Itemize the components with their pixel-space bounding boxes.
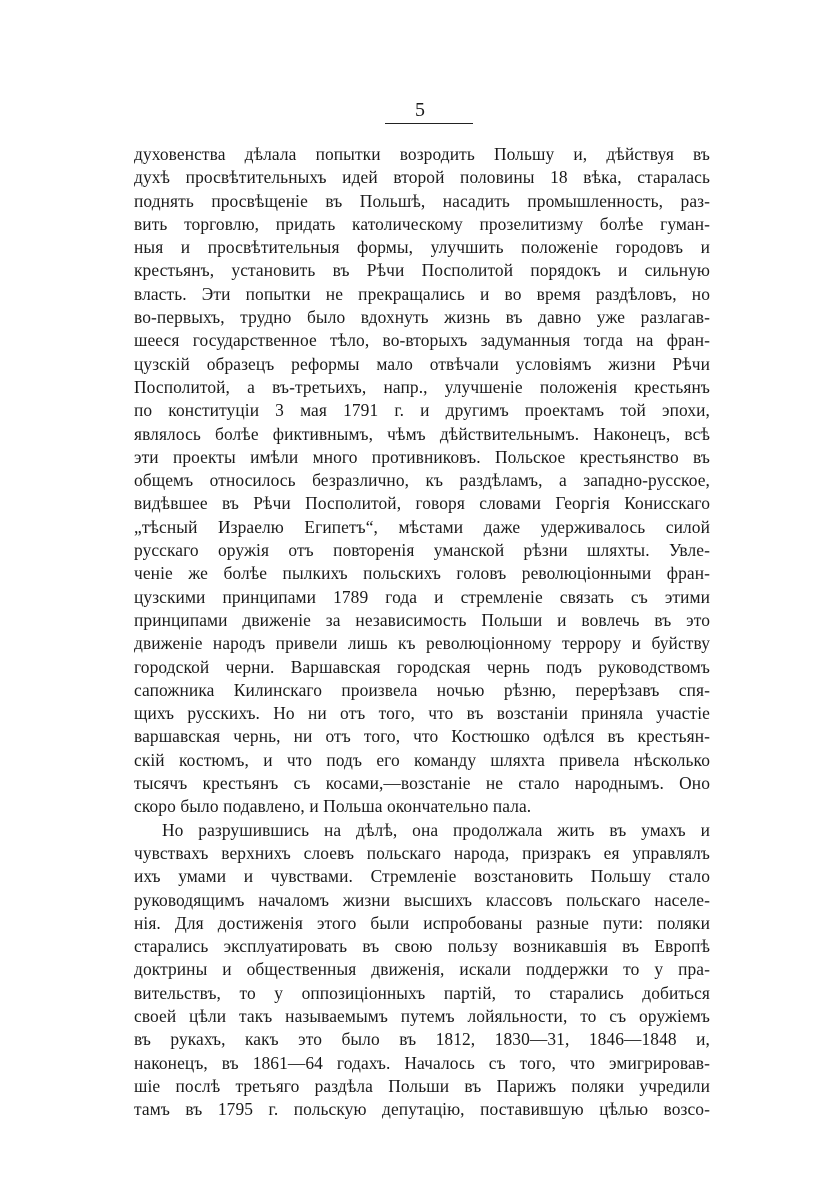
text-line: въ рукахъ, какъ это было въ 1812, 1830—31, 1846—1848 и, xyxy=(134,1029,710,1050)
text-line: цузскiй образецъ реформы мало отвѣчали условiямъ жизни Рѣчи xyxy=(134,353,710,374)
text-line: руководящимъ началомъ жизни высшихъ классовъ польскаго населе- xyxy=(134,889,710,910)
paragraph-1 xyxy=(134,143,710,819)
page-number-rule xyxy=(385,123,473,124)
page-number: 5 xyxy=(415,99,425,121)
text-line: нiя. Для достиженiя этого были испробованы разные пути: поляки xyxy=(134,912,710,933)
text-line: цузскими принципами 1789 года и стремленiе связать съ этими xyxy=(134,586,710,607)
text-line: принципами движенiе за независимость Польши и вовлечь въ это xyxy=(134,609,710,630)
text-line: являлось болѣе фиктивнымъ, чѣмъ дѣйствительнымъ. Наконецъ, всѣ xyxy=(134,423,710,444)
text-line: по конституцiи 3 мая 1791 г. и другимъ проектамъ той эпохи, xyxy=(134,400,710,421)
text-line: „тѣсный Израелю Египетъ“, мѣстами даже удерживалось силой xyxy=(134,516,710,537)
text-line: ихъ умами и чувствами. Стремленiе возстановить Польшу стало xyxy=(134,866,710,887)
text-line: шееся государственное тѣло, во-вторыхъ задуманныя тогда на фран- xyxy=(134,330,710,351)
text-line: Посполитой, а въ-третьихъ, напр., улучшенiе положенiя крестьянъ xyxy=(134,376,710,397)
text-line: Но разрушившись на дѣлѣ, она продолжала жить въ умахъ и xyxy=(162,819,710,840)
text-line: чувствахъ верхнихъ слоевъ польскаго народа, призракъ ея управлялъ xyxy=(134,842,710,863)
paragraph-2 xyxy=(134,819,710,1122)
text-line: движенiе народъ привели лишь къ революцiонному террору и буйству xyxy=(134,633,710,654)
body-text xyxy=(134,143,710,1121)
text-line: скiй костюмъ, и что подъ его команду шляхта привела нѣсколько xyxy=(134,749,710,770)
text-line: шiе послѣ третьяго раздѣла Польши въ Парижъ поляки учредили xyxy=(134,1075,710,1096)
text-line: крестьянъ, установить въ Рѣчи Посполитой порядокъ и сильную xyxy=(134,260,710,281)
text-line: тамъ въ 1795 г. польскую депутацiю, поставившую цѣлью возсо- xyxy=(134,1099,710,1120)
text-line: духѣ просвѣтительныхъ идей второй половины 18 вѣка, старалась xyxy=(134,167,710,188)
text-line: во-первыхъ, трудно было вдохнуть жизнь въ давно уже разлагав- xyxy=(134,307,710,328)
text-line: вить торговлю, придать католическому прозелитизму болѣе гуман- xyxy=(134,213,710,234)
text-line: духовенства дѣлала попытки возродить Польшу и, дѣйствуя въ xyxy=(134,144,710,164)
text-line: городской черни. Варшавская городская чернь подъ руководствомъ xyxy=(134,656,710,677)
text-line: ченiе же болѣе пылкихъ польскихъ головъ революцiонными фран- xyxy=(134,563,710,584)
text-line: старались эксплуатировать въ свою пользу возникавшiя въ Европѣ xyxy=(134,936,710,957)
text-line: вительствъ, то у оппозицiонныхъ партiй, то старались добиться xyxy=(134,982,710,1003)
text-line: эти проекты имѣли много противниковъ. Польское крестьянство въ xyxy=(134,446,710,467)
text-line: щихъ русскихъ. Но ни отъ того, что въ возстанiи приняла участiе xyxy=(134,703,710,724)
text-line: ныя и просвѣтительныя формы, улучшить положенiе городовъ и xyxy=(134,237,710,258)
text-line: общемъ относилось безразлично, къ раздѣламъ, а западно-русское, xyxy=(134,470,710,491)
text-line: скоро было подавлено, и Польша окончательно пала. xyxy=(134,796,532,817)
text-line: видѣвшее въ Рѣчи Посполитой, говоря словами Георгiя Конисскаго xyxy=(134,493,710,514)
text-line: варшавская чернь, ни отъ того, что Костюшко одѣлся въ крестьян- xyxy=(134,726,710,747)
text-line: русскаго оружiя отъ повторенiя уманской рѣзни шляхты. Увле- xyxy=(134,540,710,561)
text-line: сапожника Килинскаго произвела ночью рѣзню, перерѣзавъ спя- xyxy=(134,679,710,700)
text-line: поднять просвѣщенiе въ Польшѣ, насадить промышленность, раз- xyxy=(134,190,710,211)
text-line: наконецъ, въ 1861—64 годахъ. Началось съ того, что эмигрировав- xyxy=(134,1052,710,1073)
text-line: доктрины и общественныя движенiя, искали поддержки то у пра- xyxy=(134,959,710,980)
text-line: своей цѣли такъ называемымъ путемъ лойяльности, то съ оружiемъ xyxy=(134,1005,710,1026)
text-line: власть. Эти попытки не прекращались и во время раздѣловъ, но xyxy=(134,283,710,304)
text-line: тысячъ крестьянъ съ косами,—возстанiе не стало народнымъ. Оно xyxy=(134,773,710,794)
